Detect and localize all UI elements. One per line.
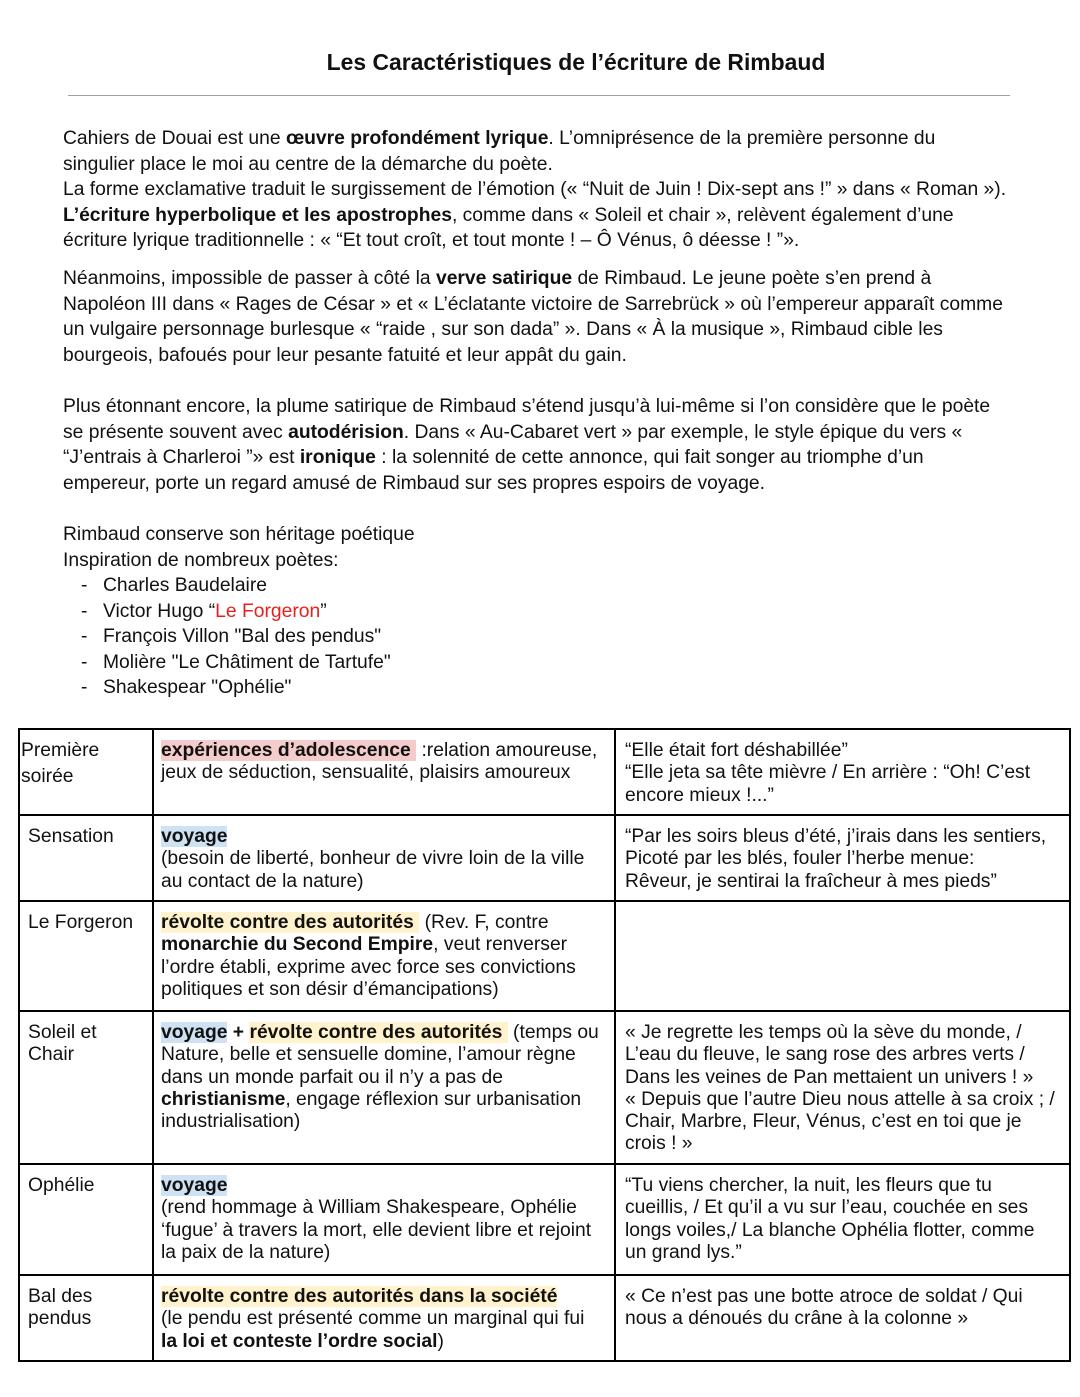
theme-description: :relation amoureuse, jeux de séduction, sensualité, plaisirs amoureux — [161, 740, 598, 784]
poem-title-cell: Première soirée — [20, 730, 154, 816]
list-marker: - — [81, 600, 88, 622]
paragraph-text: : la solennité de cette annonce, qui fait songer au triomphe d’un empereur, porte un regard amusé de Rimbaud sur ses propres espoirs de voyage. — [63, 447, 924, 494]
theme-description: , engage réflexion sur urbanisation industrialisation) — [161, 1088, 582, 1133]
theme-description: (le pendu est présenté comme un marginal qui fui — [161, 1308, 585, 1330]
poet-list-item — [63, 573, 1068, 599]
theme-tag: voyage — [161, 1175, 228, 1196]
theme-joiner: + — [227, 1022, 250, 1043]
table-row — [20, 1012, 1071, 1165]
theme-cell — [154, 816, 616, 902]
document-title: Les Caractéristiques de l’écriture de Rimbaud — [326, 49, 826, 75]
inspiration-line: Inspiration de nombreux poètes: — [63, 549, 339, 571]
poem-title-cell: Sensation — [20, 816, 154, 902]
bold-phrase: œuvre profondément lyrique — [285, 128, 549, 149]
list-marker: - — [81, 651, 88, 673]
table-row — [20, 1276, 1071, 1362]
paragraph-text: . L’omniprésence de la première personne du singulier place le moi au centre de la démarche du poète. La forme exclamative traduit le surgissement de l’émotion (« “Nuit de Juin ! Dix-sept ans !” » dans « Roman »). — [63, 128, 1007, 200]
closing-quote: ” — [320, 600, 327, 622]
paragraph-text: Néanmoins, impossible de passer à côté la — [63, 268, 436, 289]
bold-phrase: christianisme — [161, 1088, 286, 1110]
bold-phrase: la loi et conteste l’ordre social — [161, 1330, 438, 1352]
table-row — [20, 816, 1071, 902]
theme-tag: révolte contre des autorités — [161, 912, 420, 933]
quote-cell: « Je regrette les temps où la sève du monde, / L’eau du fleuve, le sang rose des arbres verts / Dans les veines de Pan mettaient un univers ! » « Depuis que l’autre Dieu nous attelle à sa croix ; / Chair, Marbre, Fleur, Vénus, c’est en toi que je crois ! » — [616, 1012, 1071, 1165]
theme-tag: révolte contre des autorités — [249, 1022, 508, 1043]
list-marker: - — [81, 626, 88, 647]
quote-cell: “Tu viens chercher, la nuit, les fleurs que tu cueillis, / Et qu’il a vu sur l’eau, couchée en ses longs voiles,/ La blanche Ophélia flotter, comme un grand lys.” — [616, 1165, 1071, 1276]
poet-list-item — [63, 675, 1068, 701]
quote-cell: “Par les soirs bleus d’été, j’irais dans les sentiers, Picoté par les blés, fouler l’herbe menue: Rêveur, je sentirai la fraîcheur à mes pieds” — [616, 816, 1071, 902]
bold-phrase: autodérision — [288, 421, 404, 443]
theme-cell — [154, 902, 616, 1012]
red-work-title: Le Forgeron — [215, 600, 321, 622]
theme-description: (Rev. F, contre — [424, 912, 549, 933]
poet-name: Charles Baudelaire — [103, 575, 267, 596]
quote-cell: “Elle était fort déshabillée” “Elle jeta sa tête mièvre / En arrière : “Oh! C’est encore mieux !...” — [616, 730, 1071, 816]
theme-cell — [154, 1165, 616, 1276]
theme-description: (rend hommage à William Shakespeare, Ophélie ‘fugue’ à travers la mort, elle devient libre et rejoint la paix de la nature) — [161, 1197, 592, 1263]
poem-title-cell: Le Forgeron — [20, 902, 154, 1012]
theme-cell — [154, 1012, 616, 1165]
poet-name: Molière "Le Châtiment de Tartufe" — [103, 651, 391, 673]
poet-list-item — [63, 599, 1068, 625]
theme-description: (temps ou Nature, belle et sensuelle domine, l’amour règne dans un monde parfait ou il n’y a pas de — [161, 1022, 599, 1088]
bold-phrase: monarchie du Second Empire — [161, 934, 434, 956]
poet-name: Victor Hugo “ — [103, 600, 216, 622]
theme-cell — [154, 1276, 616, 1362]
list-marker: - — [81, 575, 88, 596]
theme-description: , veut renverser l’ordre établi, exprime avec force ses convictions politiques et son désir d’émancipations) — [161, 934, 576, 1000]
theme-description: (besoin de liberté, bonheur de vivre loin de la ville au contact de la nature) — [161, 848, 585, 892]
heritage-heading: Rimbaud conserve son héritage poétique — [63, 524, 415, 545]
quote-cell: « Ce n’est pas une botte atroce de soldat / Qui nous a dénoués du crâne à la colonne » — [616, 1276, 1071, 1362]
bold-phrase: ironique — [299, 447, 376, 468]
paragraph-text: de Rimbaud. Le jeune poète s’en prend à Napoléon III dans « Rages de César » et « L’éclatante victoire de Sarrebrück » où l’empereur apparaît comme un vulgaire personnage burlesque « “raide , sur son dada” ». Dans « À la musique », Rimbaud cible les bourgeois, bafoués pour leur pesante fatuité et leur appât du gain. — [63, 268, 1003, 366]
poem-title-cell: Soleil et Chair — [20, 1012, 154, 1165]
theme-tag: voyage — [161, 826, 228, 847]
bold-phrase: verve satirique — [435, 268, 573, 289]
paragraph-text: , comme dans « Soleil et chair », relèvent également d’une écriture lyrique traditionnelle : « “Et tout croît, et tout monte ! – Ô Vénus, ô déesse ! ”». — [63, 204, 954, 251]
paragraph-lyricism — [63, 126, 1068, 254]
poem-title-cell: Bal des pendus — [20, 1276, 154, 1362]
paragraph-text: Cahiers de Douai est une — [63, 128, 286, 149]
quote-cell-empty — [616, 902, 1071, 1012]
poet-list-item — [63, 624, 1068, 650]
table-row — [20, 1165, 1071, 1276]
poem-title-cell: Ophélie — [20, 1165, 154, 1276]
table-row — [20, 902, 1071, 1012]
paragraph-heritage — [63, 522, 1068, 701]
list-marker: - — [81, 677, 88, 698]
bold-phrase: L’écriture hyperbolique et les apostrophes — [63, 204, 452, 226]
theme-tag: révolte contre des autorités dans la société — [161, 1286, 558, 1307]
paragraph-self-mockery — [63, 394, 1068, 496]
poet-list — [63, 573, 1068, 701]
theme-tag: voyage — [161, 1022, 228, 1043]
paragraph-text: Plus étonnant encore, la plume satirique de Rimbaud s’étend jusqu’à lui-même si l’on considère que le poète se présente souvent avec — [63, 396, 991, 443]
paragraph-text: . Dans « Au-Cabaret vert » par exemple, le style épique du vers « “J’entrais à Charleroi ”» est — [63, 421, 963, 468]
table-row — [20, 730, 1071, 816]
paragraph-satire — [63, 266, 1068, 368]
theme-description: ) — [437, 1330, 444, 1352]
poet-list-item — [63, 650, 1068, 676]
theme-cell — [154, 730, 616, 816]
theme-tag: expériences d’adolescence — [161, 740, 417, 761]
poem-themes-table — [18, 728, 1071, 1362]
title-divider — [68, 95, 1010, 96]
poet-name: Shakespear "Ophélie" — [103, 677, 292, 698]
poet-name: François Villon "Bal des pendus" — [103, 626, 382, 647]
